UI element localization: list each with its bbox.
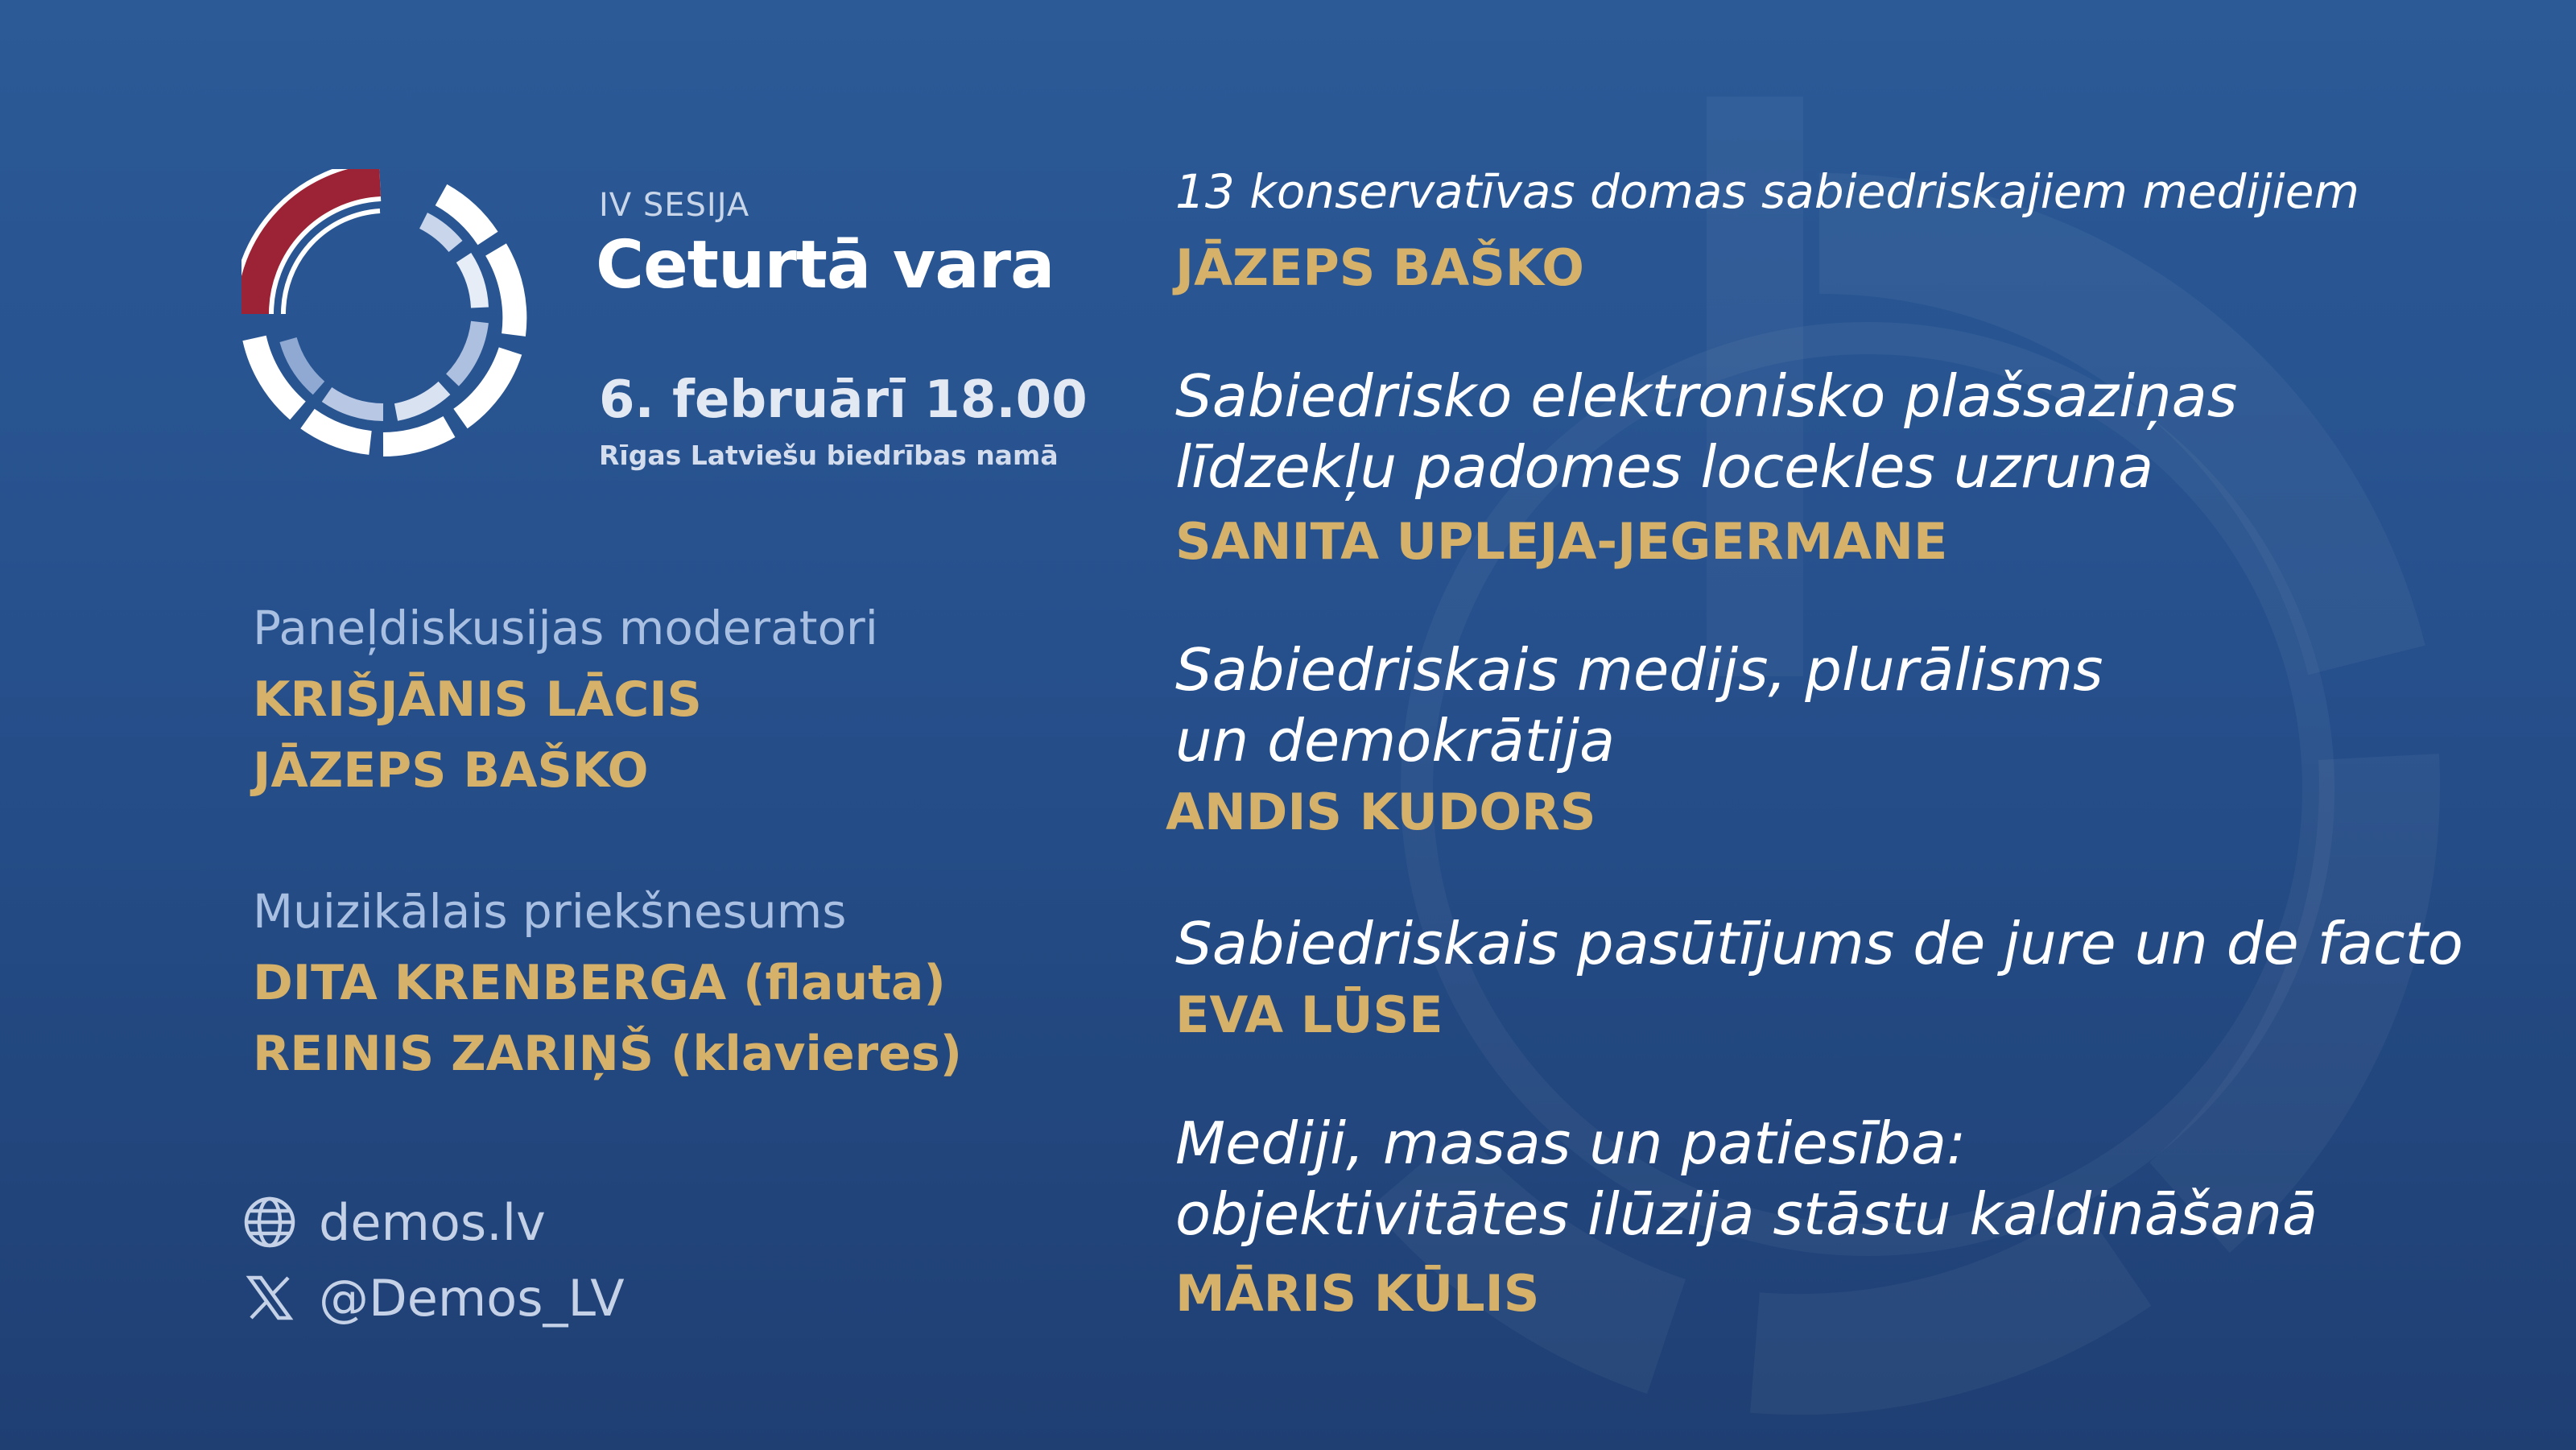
performer-name: REINIS ZARIŅŠ (klavieres) bbox=[253, 1026, 963, 1082]
talk-title: Sabiedriskais medijs, plurālisms un demokrātija bbox=[1175, 636, 2103, 775]
talk-title: 13 konservatīvas domas sabiedriskajiem medijiem bbox=[1175, 164, 2359, 219]
moderators-heading: Paneļdiskusijas moderatori bbox=[253, 601, 878, 655]
talk-title: Sabiedrisko elektronisko plašsaziņas līdzekļu padomes locekles uzruna bbox=[1175, 362, 2238, 501]
talk-speaker: EVA LŪSE bbox=[1175, 985, 1443, 1044]
moderator-name: JĀZEPS BAŠKO bbox=[253, 742, 649, 799]
x-logo-icon bbox=[242, 1270, 298, 1326]
talk-speaker: JĀZEPS BAŠKO bbox=[1175, 238, 1584, 297]
session-date: 6. februārī 18.00 bbox=[599, 370, 1088, 430]
website-link[interactable] bbox=[242, 1192, 546, 1253]
session-title: Ceturtā vara bbox=[596, 227, 1055, 304]
session-label: IV SESIJA bbox=[599, 187, 750, 224]
talk-title: Sabiedriskais pasūtījums de jure un de facto bbox=[1175, 910, 2463, 977]
talk-speaker: ANDIS KUDORS bbox=[1166, 783, 1596, 841]
talk-speaker: MĀRIS KŪLIS bbox=[1175, 1264, 1540, 1323]
talk-title: Mediji, masas un patiesība: objektivitātes ilūzija stāstu kaldināšanā bbox=[1175, 1109, 2318, 1248]
session-venue: Rīgas Latviešu biedrības namā bbox=[599, 440, 1059, 471]
moderator-name: KRIŠJĀNIS LĀCIS bbox=[253, 671, 702, 728]
music-heading: Muizikālais priekšnesums bbox=[253, 884, 847, 939]
website-label: demos.lv bbox=[319, 1192, 546, 1252]
logo-icon bbox=[242, 169, 531, 459]
x-handle-link[interactable] bbox=[242, 1267, 625, 1328]
globe-icon bbox=[242, 1194, 298, 1250]
x-handle-label: @Demos_LV bbox=[319, 1268, 625, 1328]
performer-name: DITA KRENBERGA (flauta) bbox=[253, 955, 946, 1011]
talk-speaker: SANITA UPLEJA-JEGERMANE bbox=[1175, 512, 1948, 571]
